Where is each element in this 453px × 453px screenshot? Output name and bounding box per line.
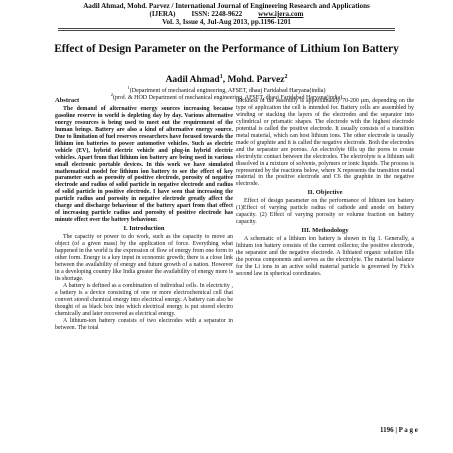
header-rule [58,28,395,29]
objective-heading: II. Objective [307,189,343,197]
methodology-text: A schematic of a lithium ion battery is shown in fig 1. Generally, a lithium ion battery consists of the current collector, the positive electrode, the separator and the negative electrode. A lithiated organic solution fills the porous components and serves as the electrolyte. The material balance for the Li ions in an active solid material particle is governed by Fick's second law in spherical coordinates. [236,236,414,277]
paper-title: Effect of Design Parameter on the Performance of Lithium Ion Battery [54,43,399,55]
journal-issn: ISSN: 2248-9622 [191,10,243,18]
author-sup: 1 [219,74,223,80]
paper-authors: Aadil Ahmad$^1$, Mohd. Parvez$^2$ [165,74,288,86]
journal-url-link[interactable]: www.ijera.com [258,10,304,18]
author-name: Mohd. Parvez [227,75,285,86]
introduction-heading: I. Introduction [123,225,165,233]
introduction-paragraph: A battery is defined as a combination of individual cells. In electricity , a battery is a device consisting of one or more electrochemical cell that convert stored chemical energy into electrical energy. A battery can also be thought of as black box into which electrical energy is put stored electro chemically and later recovered as electrical energy. [55,282,233,317]
journal-abbrev: (IJERA) [149,10,176,18]
author-sup: 2 [284,74,288,80]
affiliation-sup: 1 [127,85,130,90]
affiliation-text: (prof. & HOD Department of mechanical engineering, AFSET, dhauj Faridabad Haryana(india) [112,95,343,101]
header-line-2 [0,10,453,18]
page-number: 1196 | P a g e [380,426,418,434]
introduction-paragraph: The capacity or power to do work, such as the capacity to move an object (of a given mass) by the application of force. Everything what happened in the world is the expression of flow of energy from one form to other form. Energy is a key input in economic growth; there is a close link between the availability of energy and future growth of a nation. However in a developing country like India greater the availability of energy more is its shortage. [55,234,233,282]
affiliation-text: (Department of mechanical engineering, AFSET, dhauj Faridabad Haryana(india) [129,88,326,94]
header-line-3: Vol. 3, Issue 4, Jul-Aug 2013, pp.1196-1201 [162,18,291,26]
header-line-1: Aadil Ahmad, Mohd. Parvez / International Journal of Engineering Research and Applications [83,2,370,10]
author-name: Aadil Ahmad [165,75,220,86]
introduction-paragraph: A lithium-ion battery consists of two electrodes with a separator in between. The total [55,317,233,331]
affiliation-sup: 2 [110,92,113,97]
abstract-text: The demand of alternative energy sources increasing because gasoline reserve in world is depleting day by day. Various alternative energy resources is being used to meet out the requirement of the human beings. Battery are also a kind of alternative energy source. Due to limitation of fuel reserves researchers have focused towards the lithium ion batteries to power automotive vehicles. Such as electric vehicle (EV), hybrid electric vehicle and plug-in hybrid electric vehicles. Apart from that lithium ion battery are being used in various small electronic portable devices. In this work we have simulated mathematical model for lithium ion battery to see the effect of key parameter such as porosity of positive electrode, porosity of negative electrode and radius of solid particle in negative electrode and radius of solid particle in positive electrode. I have seen that increasing the particle radius and porosity in negative electrode greatly affect the charge and discharge behaviour of the battery apart from that effect of increasing particle radius and porosity of positive electrode has minute effect over the battery behaviour. [55,105,233,224]
methodology-heading: III. Methodology [301,227,349,235]
body-paragraph: thickness of the assembly is approximately 70-200 µm, depending on the type of application the cell is intended for. Battery cells are assembled by winding or stacking the layers of the electrodes and the separator into cylindrical or prismatic shapes. The electrode with the highest electrode potential is called the positive electrode. It usually consists of a transition metal material, which can host lithium ions. The other electrode is usually made of graphite and it is called the negative electrode. Both the electrodes and the separator are porous. An electrolyte fills up the pores to create electrolytic contact between the electrodes. The electrolyte is a lithium salt dissolved in a mixture of solvents, polymers or ionic liquids. The process is represented by the reactions below, where X represents the transition metal material in the positive electrode and C6 the graphite in the negative electrode. [236,98,414,188]
objective-text: Effect of design parameter on the performance of lithium ion battery (1)Effect of varying particle radius of cathode and anode on battery capacity. (2) Effect of varying porosity or volume fraction on battery capacity. [236,198,414,226]
right-column [236,98,414,278]
header-rule-2 [58,30,395,31]
left-column [55,98,233,331]
abstract-heading: Abstract [55,97,80,104]
